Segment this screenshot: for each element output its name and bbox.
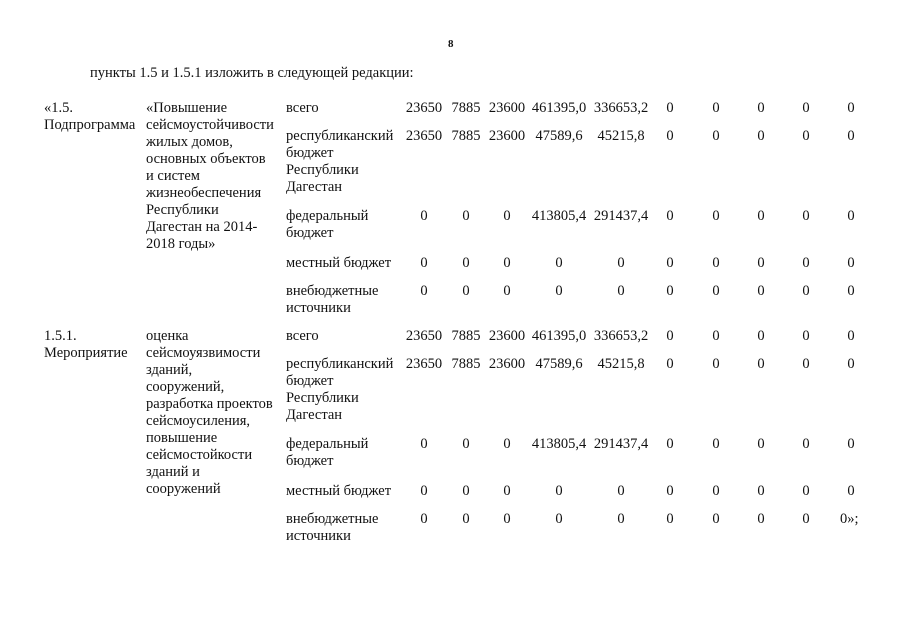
table-cell: 0: [462, 283, 470, 299]
table-cell: 0: [847, 356, 855, 372]
table-cell: 0: [555, 283, 563, 299]
table-cell: 0: [666, 208, 674, 224]
table-cell: 0: [712, 283, 720, 299]
table-cell: 0: [757, 255, 765, 271]
table-cell: 0: [712, 511, 720, 527]
table-cell: 0: [712, 100, 720, 116]
table-cell: 0: [802, 283, 810, 299]
table-cell: 23600: [488, 328, 526, 344]
table-cell: 0: [420, 436, 428, 452]
table-cell: 0: [420, 255, 428, 271]
table-cell: 0: [666, 128, 674, 144]
block-title: Республики: [146, 202, 219, 218]
table-cell: 47589,6: [535, 356, 583, 372]
table-cell: 0: [666, 483, 674, 499]
table-cell: 0: [503, 436, 511, 452]
funding-source-label: федеральный: [286, 436, 369, 452]
table-cell: 0: [462, 436, 470, 452]
block-title: 2018 годы»: [146, 236, 216, 252]
table-cell: 0: [617, 511, 625, 527]
funding-source-label: всего: [286, 328, 319, 344]
table-cell: 0: [666, 511, 674, 527]
block-title: сейсмоустойчивости: [146, 117, 274, 133]
table-cell: 0: [617, 483, 625, 499]
table-cell: 0: [757, 328, 765, 344]
table-cell: 0: [757, 283, 765, 299]
table-cell: 0: [712, 436, 720, 452]
table-cell: 7885: [451, 356, 481, 372]
block-title: сейсмоусиления,: [146, 413, 251, 429]
table-cell: 23650: [405, 356, 443, 372]
block-title: «Повышение: [146, 100, 228, 116]
table-cell: 0: [420, 511, 428, 527]
table-cell: 0: [555, 255, 563, 271]
table-cell: 0: [802, 208, 810, 224]
table-cell: 413805,4: [531, 208, 587, 224]
funding-source-label: источники: [286, 300, 351, 316]
table-cell: 47589,6: [535, 128, 583, 144]
funding-source-label: внебюджетные: [286, 283, 379, 299]
block-code: «1.5.: [44, 100, 73, 116]
page-number: 8: [448, 38, 454, 50]
block-title: сейсмоуязвимости: [146, 345, 261, 361]
table-cell: 0: [666, 283, 674, 299]
table-cell: 0: [802, 483, 810, 499]
table-cell: 0: [555, 511, 563, 527]
funding-source-label: бюджет: [286, 373, 334, 389]
table-cell: 461395,0: [531, 328, 587, 344]
table-cell: 45215,8: [597, 356, 645, 372]
table-cell: 0: [462, 483, 470, 499]
table-cell: 0: [555, 483, 563, 499]
table-cell: 0: [847, 100, 855, 116]
funding-source-label: бюджет: [286, 225, 334, 241]
funding-source-label: местный бюджет: [286, 255, 392, 271]
table-cell: 23650: [405, 128, 443, 144]
table-cell: 23650: [405, 100, 443, 116]
table-cell: 0: [802, 100, 810, 116]
table-cell: 0: [757, 511, 765, 527]
table-cell: 0: [503, 511, 511, 527]
table-cell: 413805,4: [531, 436, 587, 452]
table-cell: 336653,2: [593, 328, 649, 344]
table-cell: 461395,0: [531, 100, 587, 116]
table-cell: 23600: [488, 100, 526, 116]
block-title: зданий,: [146, 362, 193, 378]
table-cell: 0: [420, 283, 428, 299]
table-cell: 0: [666, 436, 674, 452]
table-cell: 0: [757, 356, 765, 372]
table-cell: 336653,2: [593, 100, 649, 116]
table-cell: 0: [666, 255, 674, 271]
table-cell: 0: [503, 283, 511, 299]
table-cell: 0: [847, 283, 855, 299]
table-cell: 0: [462, 255, 470, 271]
table-cell: 0»;: [840, 511, 859, 527]
table-cell: 0: [847, 328, 855, 344]
table-cell: 23600: [488, 356, 526, 372]
block-title: сейсмостойкости: [146, 447, 253, 463]
funding-source-label: местный бюджет: [286, 483, 392, 499]
table-cell: 0: [757, 208, 765, 224]
table-cell: 0: [666, 356, 674, 372]
funding-source-label: бюджет: [286, 145, 334, 161]
table-cell: 0: [666, 100, 674, 116]
table-cell: 0: [757, 436, 765, 452]
block-title: Дагестан на 2014-: [146, 219, 258, 235]
table-cell: 291437,4: [593, 208, 649, 224]
funding-source-label: всего: [286, 100, 319, 116]
table-cell: 291437,4: [593, 436, 649, 452]
table-cell: 0: [462, 208, 470, 224]
table-cell: 0: [847, 208, 855, 224]
table-cell: 0: [712, 356, 720, 372]
block-title: основных объектов: [146, 151, 266, 167]
table-cell: 0: [802, 511, 810, 527]
table-cell: 45215,8: [597, 128, 645, 144]
funding-source-label: Дагестан: [286, 407, 343, 423]
funding-source-label: Республики: [286, 390, 359, 406]
block-title: и систем: [146, 168, 200, 184]
table-cell: 23600: [488, 128, 526, 144]
funding-source-label: республиканский: [286, 128, 394, 144]
block-title: сооружений,: [146, 379, 225, 395]
block-title: жизнеобеспечения: [146, 185, 262, 201]
funding-source-label: бюджет: [286, 453, 334, 469]
funding-source-label: республиканский: [286, 356, 394, 372]
table-cell: 7885: [451, 128, 481, 144]
table-cell: 0: [712, 328, 720, 344]
table-cell: 0: [757, 100, 765, 116]
table-cell: 7885: [451, 100, 481, 116]
table-cell: 0: [712, 208, 720, 224]
funding-source-label: внебюджетные: [286, 511, 379, 527]
table-cell: 0: [712, 128, 720, 144]
funding-source-label: источники: [286, 528, 351, 544]
table-cell: 0: [757, 483, 765, 499]
block-title: жилых домов,: [146, 134, 233, 150]
funding-source-label: Дагестан: [286, 179, 343, 195]
table-cell: 0: [802, 255, 810, 271]
funding-source-label: Республики: [286, 162, 359, 178]
block-title: оценка: [146, 328, 189, 344]
table-cell: 0: [420, 483, 428, 499]
table-cell: 0: [666, 328, 674, 344]
table-cell: 0: [617, 255, 625, 271]
table-cell: 0: [847, 255, 855, 271]
block-title: разработка проектов: [146, 396, 273, 412]
table-cell: 0: [712, 483, 720, 499]
block-title: зданий и: [146, 464, 200, 480]
table-cell: 0: [503, 208, 511, 224]
table-cell: 0: [802, 356, 810, 372]
table-cell: 0: [802, 436, 810, 452]
table-cell: 0: [617, 283, 625, 299]
intro-text: пункты 1.5 и 1.5.1 изложить в следующей редакции:: [90, 65, 414, 81]
block-code: Подпрограмма: [44, 117, 136, 133]
table-cell: 0: [462, 511, 470, 527]
table-cell: 0: [847, 436, 855, 452]
block-code: Мероприятие: [44, 345, 128, 361]
table-cell: 0: [847, 483, 855, 499]
table-cell: 7885: [451, 328, 481, 344]
table-cell: 23650: [405, 328, 443, 344]
table-cell: 0: [757, 128, 765, 144]
block-code: 1.5.1.: [44, 328, 77, 344]
block-title: повышение: [146, 430, 218, 446]
block-title: сооружений: [146, 481, 221, 497]
table-cell: 0: [420, 208, 428, 224]
table-cell: 0: [802, 128, 810, 144]
table-cell: 0: [503, 255, 511, 271]
table-cell: 0: [802, 328, 810, 344]
funding-source-label: федеральный: [286, 208, 369, 224]
table-cell: 0: [712, 255, 720, 271]
table-cell: 0: [847, 128, 855, 144]
table-cell: 0: [503, 483, 511, 499]
